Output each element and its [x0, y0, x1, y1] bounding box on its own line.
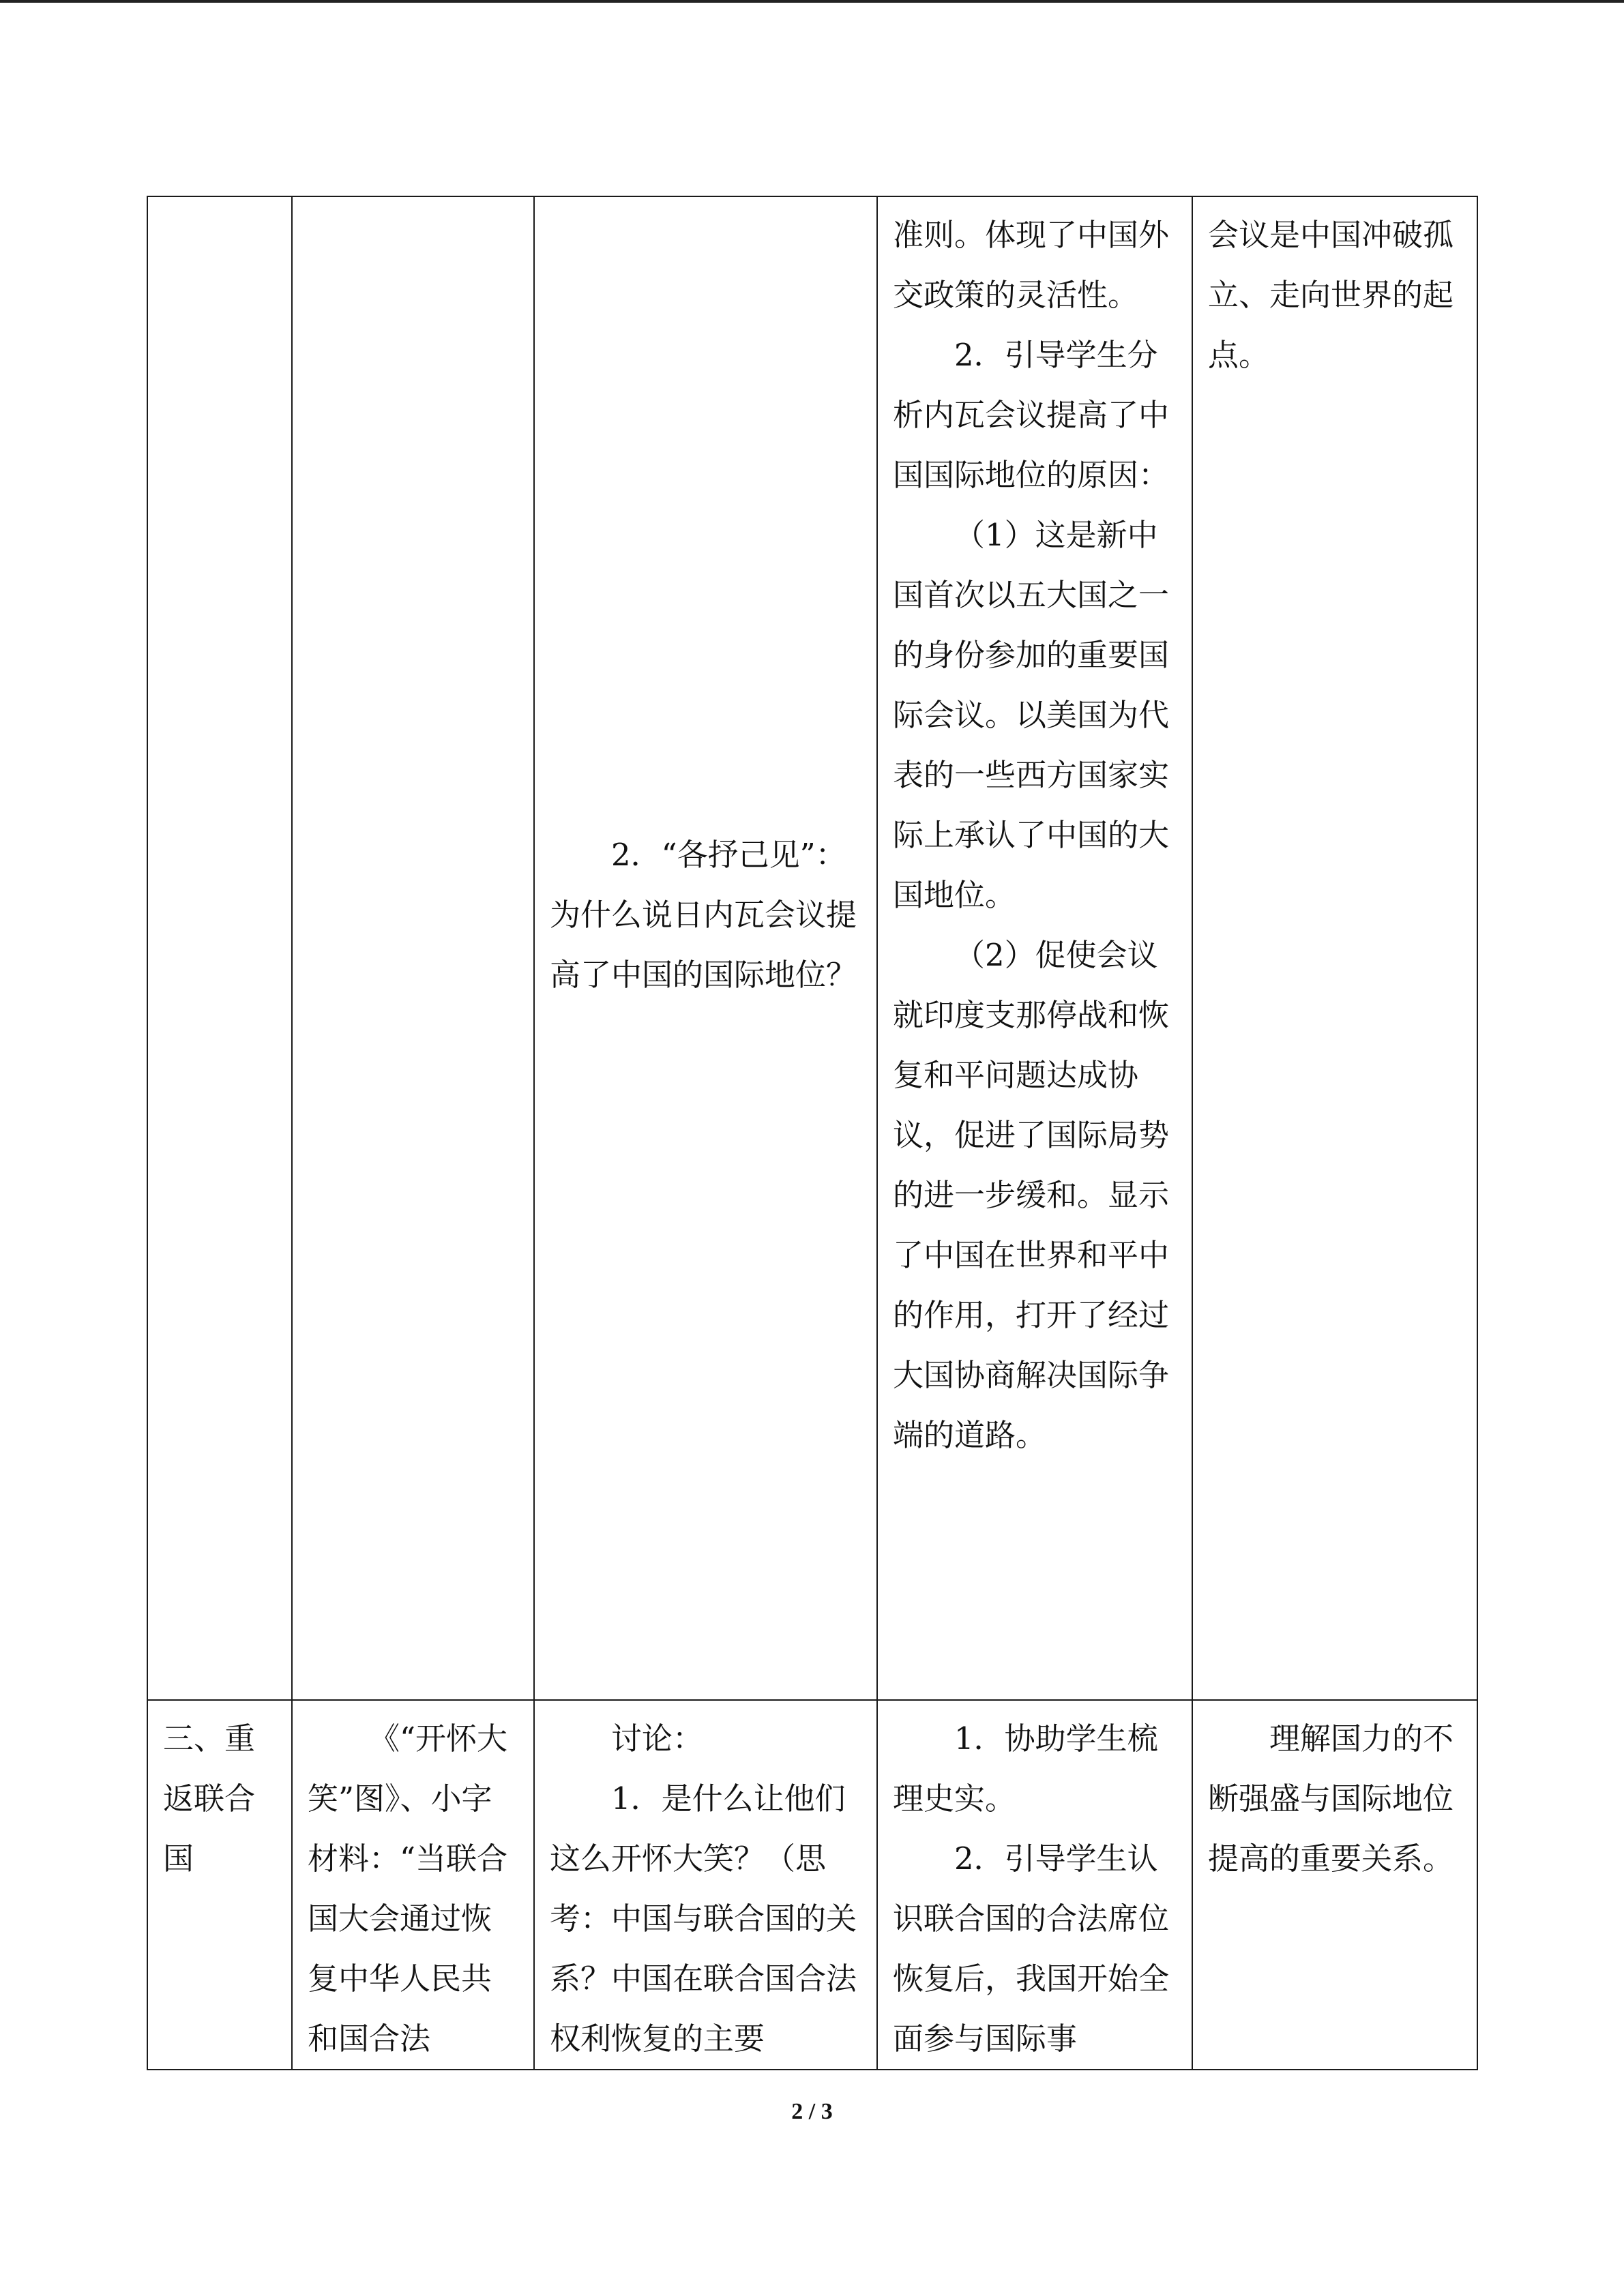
material-text: 《“开怀大笑”图》、小字材料：“当联合国大会通过恢复中华人民共和国合法 [308, 1720, 508, 2057]
design-intent-cell [1192, 196, 1477, 1700]
material-cell [292, 1700, 534, 2070]
student-activity-cell [534, 1700, 877, 2070]
teacher-text: （1）这是新中国首次以五大国之一的身份参加的重要国际会议。以美国为代表的一些西方国家实际上承认了中国的大国地位。 [893, 517, 1170, 913]
material-cell [292, 196, 534, 1700]
section-title-cell [147, 196, 292, 1700]
table-row [147, 196, 1477, 1700]
page-top-border [0, 0, 1624, 3]
section-title: 三、重返联合国 [163, 1720, 256, 1877]
student-activity-cell [534, 196, 877, 1700]
activity-text: 1．是什么让他们这么开怀大笑？（思考：中国与联合国的关系？中国在联合国合法权利恢复的主要 [550, 1780, 857, 2057]
teacher-text: 1．协助学生梳理史实。 [893, 1720, 1158, 1817]
intent-text: 理解国力的不断强盛与国际地位提高的重要关系。 [1208, 1720, 1454, 1877]
section-title-cell [147, 1700, 292, 2070]
teacher-text: 2．引导学生认识联合国的合法席位恢复后，我国开始全面参与国际事 [893, 1840, 1170, 2057]
table-row [147, 1700, 1477, 2070]
lesson-plan-table [147, 196, 1478, 2070]
page-number: 2 / 3 [791, 2099, 833, 2124]
activity-text: 讨论： [611, 1720, 704, 1757]
design-intent-cell [1192, 1700, 1477, 2070]
intent-text: 会议是中国冲破孤立、走向世界的起点。 [1208, 217, 1454, 373]
teacher-activity-cell [877, 196, 1192, 1700]
teacher-activity-cell [877, 1700, 1192, 2070]
activity-question: 2．“各抒己见”：为什么说日内瓦会议提高了中国的国际地位？ [550, 836, 857, 993]
teacher-text: 准则。体现了中国外交政策的灵活性。 [893, 217, 1170, 313]
teacher-text: 2．引导学生分析内瓦会议提高了中国国际地位的原因： [893, 337, 1170, 493]
teacher-text: （2）促使会议就印度支那停战和恢复和平问题达成协议，促进了国际局势的进一步缓和。显示了中国在世界和平中的作用，打开了经过大国协商解决国际争端的道路。 [893, 937, 1170, 1453]
